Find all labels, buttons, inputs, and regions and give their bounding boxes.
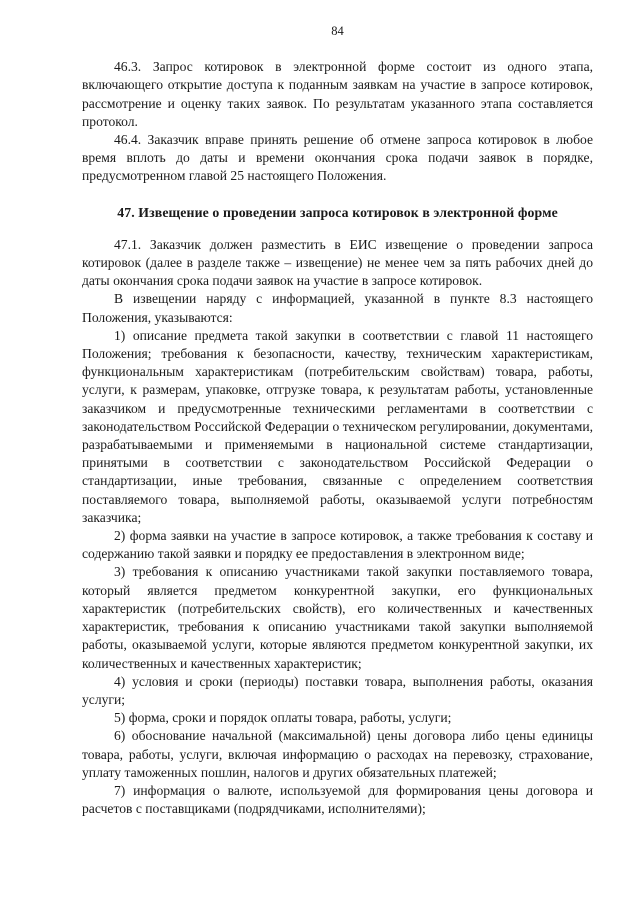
list-item-6: 6) обоснование начальной (максимальной) цены договора либо цены единицы товара, работы, услуги, включая информацию о расходах на перевозку, страхование, уплату таможенных пошлин, налогов и других обязательных платежей; [82,728,593,780]
paragraph-notice-intro: В извещении наряду с информацией, указанной в пункте 8.3 настоящего Положения, указываются: [82,291,593,325]
paragraph-46-4: 46.4. Заказчик вправе принять решение об отмене запроса котировок в любое время вплоть до даты и времени окончания срока подачи заявок в порядке, предусмотренном главой 25 настоящего Положения. [82,132,593,184]
list-item-5: 5) форма, сроки и порядок оплаты товара, работы, услуги; [114,710,452,726]
paragraph-47-1: 47.1. Заказчик должен разместить в ЕИС извещение о проведении запроса котировок (далее в разделе также – извещение) не менее чем за пять рабочих дней до даты окончания срока подачи заявок на участие в запросе котировок. [82,236,593,289]
list-item-2: 2) форма заявки на участие в запросе котировок, а также требования к составу и содержанию такой заявки и порядку ее предоставления в электронном виде; [82,528,593,562]
paragraph-46-3: 46.3. Запрос котировок в электронной форме состоит из одного этапа, включающего открытие доступа к поданным заявкам на участие в запросе котировок, рассмотрение и оценку таких заявок. По результатам указанного этапа составляется протокол. [82,59,593,129]
list-item-3: 3) требования к описанию участниками такой закупки поставляемого товара, который является предметом конкурентной закупки, его функциональных характеристик (потребительских свойств), его количественных и качественных характеристик, требования к описанию участниками такой закупки выполняемой работы, оказываемой услуги, которые являются предметом конкурентной закупки, их количественных и качественных характеристик; [82,564,593,671]
list-item-7: 7) информация о валюте, используемой для формирования цены договора и расчетов с поставщиками (подрядчиками, исполнителями); [82,782,593,817]
section-heading: 47. Извещение о проведении запроса котировок в электронной форме [117,204,558,220]
list-item-4: 4) условия и сроки (периоды) поставки товара, выполнения работы, оказания услуги; [82,673,593,707]
page-number: 84 [331,24,344,38]
list-item-1: 1) описание предмета такой закупки в соответствии с главой 11 настоящего Положения; требования к безопасности, качеству, техническим характеристикам, функциональным характеристикам (потребительским свойствам) товара, работы, услуги, к размерам, упаковке, отгрузке товара, к результатам работы, установленные заказчиком и предусмотренные техническими регламентами в соответствии с законодательством Российской Федерации о техническом регулировании, документами, разрабатываемыми и применяемыми в национальной системе стандартизации, принятыми в соответствии с законодательством Российской Федерации о стандартизации, иные требования, связанные с определением соответствия поставляемого товара, выполняемой работы, оказываемой услуги потребностям заказчика; [82,327,593,525]
